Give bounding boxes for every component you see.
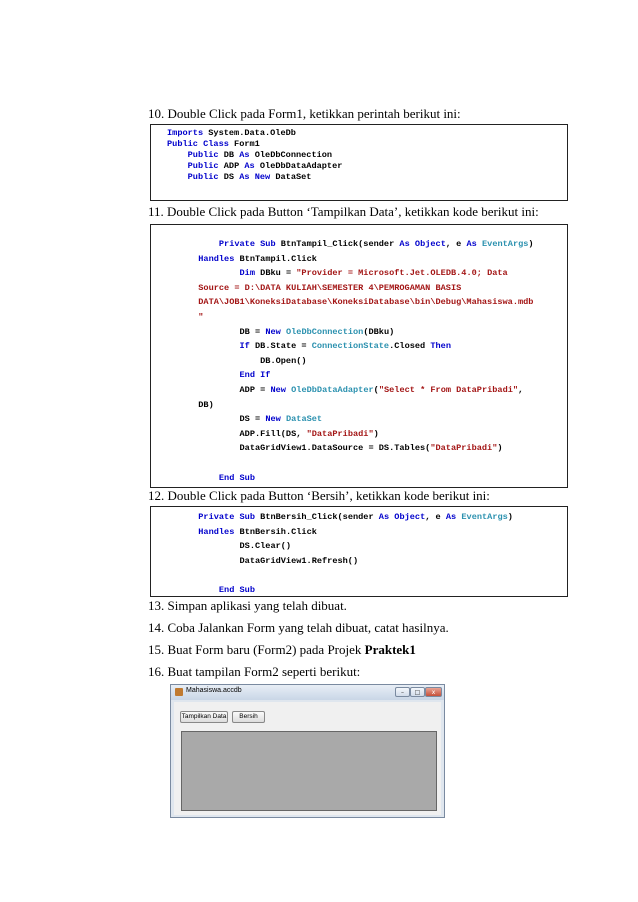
step-12: 12. Double Click pada Button ‘Bersih’, ketikkan kode berikut ini:: [148, 488, 490, 503]
code-token: Private Sub: [198, 512, 255, 522]
code-token: , e: [425, 512, 446, 522]
step-13: 13. Simpan aplikasi yang telah dibuat.: [148, 598, 347, 613]
code-token: , e: [445, 239, 467, 249]
code-token: OleDbDataAdapter: [254, 161, 343, 171]
code-token: System.Data.OleDb: [203, 128, 296, 138]
code-line: [157, 295, 534, 310]
code-token: [167, 161, 188, 171]
step-11: 11. Double Click pada Button ‘Tampilkan Data’, ketikkan kode berikut ini:: [148, 204, 539, 219]
code-token: As: [378, 512, 390, 522]
step-15-project-name: Praktek1: [364, 642, 416, 657]
code-token: DB: [218, 150, 240, 160]
code-token: OleDbDataAdapter: [291, 384, 374, 395]
code-token: DBku =: [255, 268, 297, 279]
code-token: "Select * From DataPribadi": [378, 384, 519, 395]
code-token: Handles: [198, 253, 235, 264]
code-line: [157, 583, 513, 598]
code-line: [157, 471, 534, 486]
close-button[interactable]: x: [425, 687, 442, 697]
code-line: [157, 456, 534, 471]
code-line: [157, 266, 534, 281]
code-token: [157, 473, 219, 483]
code-token: As: [445, 512, 457, 522]
code-token: DS: [218, 172, 240, 182]
code-token: "DataPribadi": [306, 428, 374, 439]
code-token: DB =: [157, 326, 266, 337]
code-line: [157, 510, 513, 525]
code-token: Source = D:\DATA KULIAH\SEMESTER 4\PEMROGAMAN BASIS: [157, 282, 462, 293]
code-line: [157, 525, 513, 540]
code-token: Private Sub: [218, 239, 276, 249]
code-token: DataGridView1.Refresh(): [157, 555, 359, 566]
code-token: (: [373, 384, 379, 395]
code-token: Dim: [239, 268, 255, 279]
window-title: Mahasiswa.accdb: [186, 687, 242, 694]
code-line: [157, 427, 534, 442]
code-line: [157, 554, 513, 569]
code-token: ): [528, 239, 534, 249]
code-token: ): [373, 428, 379, 439]
code-block-form1: [150, 124, 568, 201]
code-token: If: [239, 341, 250, 352]
form2-window: [170, 684, 445, 818]
code-token: OleDbConnection: [249, 150, 333, 160]
code-token: ": [157, 311, 204, 322]
code-token: (DBku): [363, 326, 395, 337]
code-block-tampil: [150, 224, 568, 488]
window-titlebar[interactable]: [171, 685, 444, 700]
code-token: [157, 254, 198, 264]
code-line: [157, 368, 534, 383]
code-token: [157, 341, 240, 351]
app-icon: [175, 688, 183, 696]
code-token: DataGridView1.DataSource = DS.Tables(: [157, 443, 431, 454]
code-token: As: [466, 239, 477, 249]
code-token: Handles: [198, 526, 235, 537]
code-line: [157, 412, 534, 427]
code-token: [157, 527, 198, 537]
code-token: [167, 150, 188, 160]
code-line: [157, 325, 534, 340]
code-token: [157, 585, 219, 595]
code-block-bersih: [150, 506, 568, 597]
code-token: ): [507, 512, 513, 522]
code-token: ADP =: [157, 384, 271, 395]
maximize-button[interactable]: □: [410, 687, 425, 697]
code-token: Public: [187, 172, 219, 182]
code-token: As: [244, 161, 255, 171]
code-token: [157, 239, 219, 249]
code-token: Imports: [167, 128, 204, 138]
code-line: [157, 310, 534, 325]
code-token: [157, 268, 240, 278]
tampilkan-data-button[interactable]: Tampilkan Data: [180, 711, 228, 723]
code-btnbersih-click: [157, 510, 513, 598]
code-token: DB.State =: [249, 341, 312, 352]
code-form1-declarations: [167, 128, 342, 183]
minimize-button[interactable]: –: [395, 687, 410, 697]
code-line: [157, 383, 534, 398]
code-token: New: [270, 384, 286, 395]
code-line: [167, 172, 342, 183]
code-token: ADP: [218, 161, 245, 171]
code-token: Object: [394, 512, 426, 522]
code-token: ADP.Fill(DS,: [157, 428, 307, 439]
code-token: ConnectionState: [311, 341, 390, 352]
code-line: [157, 354, 534, 369]
code-token: BtnTampil.Click: [234, 253, 317, 264]
code-token: DS.Clear(): [157, 541, 292, 552]
code-token: DB.Open(): [157, 355, 307, 366]
code-token: .Closed: [389, 341, 431, 352]
code-token: End If: [239, 370, 271, 381]
code-token: Then: [430, 341, 451, 352]
code-token: DATA\JOB1\KoneksiDatabase\KoneksiDatabase\bin\Debug\Mahasiswa.mdb: [157, 297, 534, 308]
code-token: New: [265, 414, 281, 425]
code-token: End Sub: [218, 584, 255, 595]
code-token: DataSet: [270, 172, 312, 182]
code-token: OleDbConnection: [285, 326, 364, 337]
code-token: BtnBersih.Click: [234, 526, 317, 537]
code-line: [157, 237, 534, 252]
code-token: EventArgs: [461, 512, 508, 522]
code-token: Public: [187, 161, 219, 171]
code-token: As New: [239, 172, 271, 182]
code-line: [157, 568, 513, 583]
code-token: EventArgs: [482, 239, 529, 249]
code-line: [167, 139, 342, 150]
code-line: [157, 441, 534, 456]
code-token: "Provider = Microsoft.Jet.OLEDB.4.0; Data: [296, 268, 508, 279]
code-token: [157, 370, 240, 380]
code-token: DS =: [157, 414, 266, 425]
code-token: Form1: [228, 139, 260, 149]
step-14: 14. Coba Jalankan Form yang telah dibuat, catat hasilnya.: [148, 620, 449, 635]
code-line: [167, 128, 342, 139]
bersih-button[interactable]: Bersih: [232, 711, 265, 723]
code-token: Public Class: [167, 139, 229, 149]
step-10: 10. Double Click pada Form1, ketikkan perintah berikut ini:: [148, 106, 461, 121]
code-token: New: [265, 326, 281, 337]
code-token: ,: [518, 384, 524, 395]
form-client-area: [174, 702, 441, 815]
code-token: [167, 172, 188, 182]
code-line: [157, 339, 534, 354]
code-token: As: [399, 239, 410, 249]
code-token: Object: [414, 239, 446, 249]
code-token: Public: [187, 150, 219, 160]
code-token: DB): [157, 399, 214, 410]
code-line: [157, 539, 513, 554]
code-token: DataSet: [285, 414, 323, 425]
step-15: [148, 642, 416, 658]
code-token: "DataPribadi": [430, 443, 498, 454]
step-16: 16. Buat tampilan Form2 seperti berikut:: [148, 664, 361, 679]
code-token: End Sub: [218, 472, 255, 483]
code-line: [167, 150, 342, 161]
code-line: [157, 281, 534, 296]
code-token: BtnTampil_Click(sender: [275, 239, 400, 249]
code-token: ): [497, 443, 503, 454]
code-line: [157, 398, 534, 413]
code-token: [157, 512, 198, 522]
code-token: As: [239, 150, 250, 160]
code-line: [157, 252, 534, 267]
datagridview[interactable]: [181, 731, 437, 811]
code-btntampil-click: [157, 237, 534, 485]
code-line: [167, 161, 342, 172]
code-token: BtnBersih_Click(sender: [255, 512, 379, 522]
step-15-text: 15. Buat Form baru (Form2) pada Projek: [148, 642, 365, 657]
